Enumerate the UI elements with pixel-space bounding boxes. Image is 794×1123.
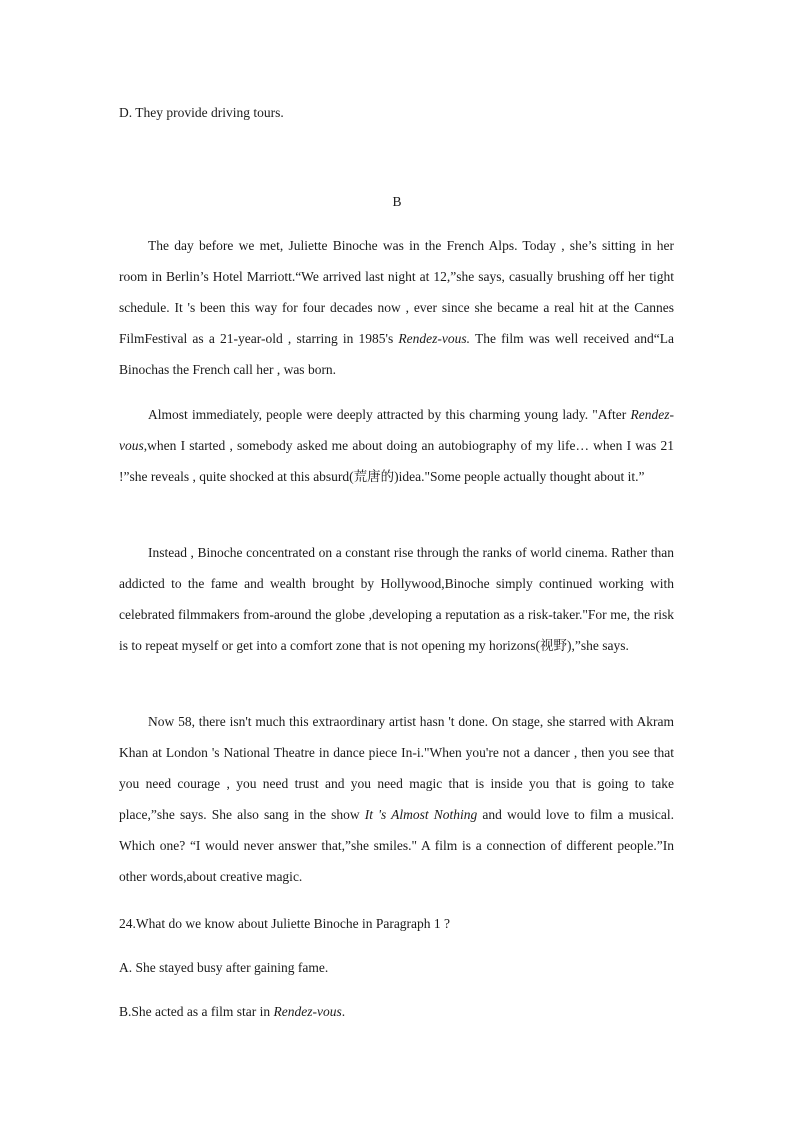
film-title-rendez-vous-2: Rendez-vous	[119, 407, 674, 453]
film-title-rendez-vous: Rendez-vous.	[398, 331, 471, 346]
paragraph-1	[119, 230, 674, 385]
option-b-prefix: B.She acted as a film star in	[119, 1004, 274, 1019]
option-b-film-title: Rendez-vous	[273, 1004, 342, 1019]
section-label: B	[392, 194, 402, 209]
paragraph-2-text-a: Almost immediately, people were deeply attracted by this charming young lady. "After	[148, 407, 631, 422]
paragraph-1-text-a: The day before we met, Juliette Binoche was in the French Alps. Today , she’s sitting in her room in Berlin’s Hotel Marriott.“We arrived last night at 12,”she says, casually brushing off her tight schedule. It 's been this way for four decades now , ever since she became a real hit at the Cannes FilmFestival as a 21-year-old , starring in 1985's	[119, 238, 674, 346]
paragraph-2-text-b: ,when I started , somebody asked me about doing an autobiography of my life… when I was 21 !”she reveals , quite shocked at this absurd(荒唐的)idea."Some people actually thought about it.”	[119, 438, 674, 484]
paragraph-1-text-b: The film was well received and“La Binochas the French call her , was born.	[119, 331, 675, 377]
paragraph-4-text-b: and would love to film a musical. Which one? “I would never answer that,”she smiles." A film is a connection of different people.”In other words,about creative magic.	[119, 807, 675, 884]
paragraph-4	[119, 706, 674, 892]
question-option-b	[119, 1003, 345, 1021]
paragraph-4-text-a: Now 58, there isn't much this extraordinary artist hasn 't done. On stage, she starred with Akram Khan at London 's National Theatre in dance piece In-i."When you're not a dancer , then you see that you need courage , you need trust and you need magic that is inside you that is going to take place,”she says. She also sang in the show	[119, 714, 674, 822]
paragraph-2	[119, 399, 674, 492]
option-b-suffix: .	[341, 1004, 346, 1019]
paragraph-3: Instead , Binoche concentrated on a constant rise through the ranks of world cinema. Rather than addicted to the fame and wealth brought by Hollywood,Binoche simply continued working with celebrated filmmakers from-around the globe ,developing a reputation as a risk-taker."For me, the risk is to repeat myself or get into a comfort zone that is not opening my horizons(视野),”she says.	[119, 545, 674, 653]
question-stem: 24.What do we know about Juliette Binoche in Paragraph 1 ?	[119, 916, 451, 931]
show-title: It 's Almost Nothing	[364, 807, 478, 822]
answer-option-d: D. They provide driving tours.	[119, 105, 284, 120]
question-option-a: A. She stayed busy after gaining fame.	[119, 960, 329, 975]
